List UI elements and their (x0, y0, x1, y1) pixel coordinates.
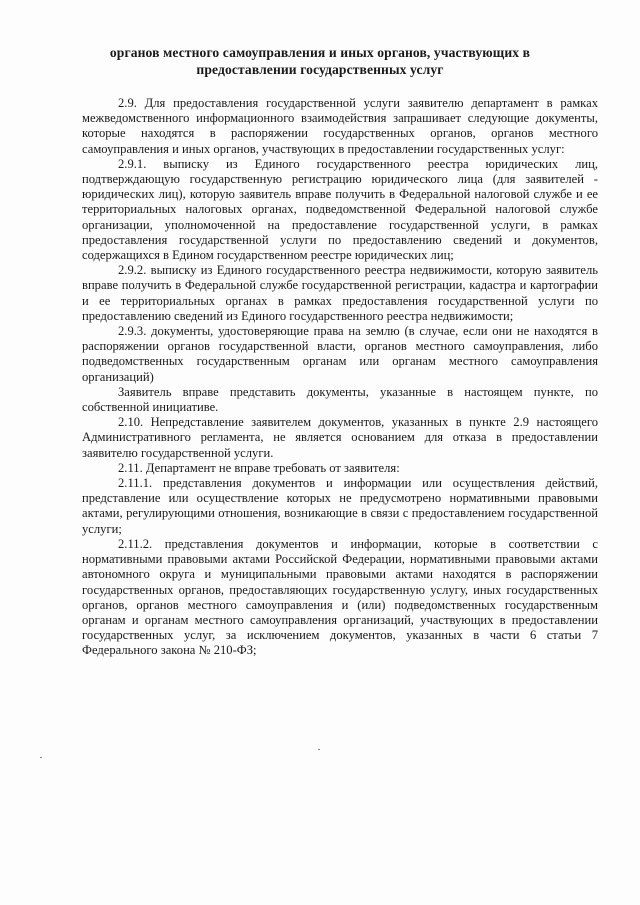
document-body (82, 96, 598, 659)
paragraph-2-11-1: 2.11.1. представления документов и информации или осуществления действий, представление или осуществление которых не предусмотрено нормативными правовыми актами, регулирующими отношения, возникающие в связи с предоставлением государственной услуги; (82, 476, 598, 536)
scan-speck (40, 757, 42, 758)
paragraph-2-11: 2.11. Департамент не вправе требовать от заявителя: (118, 460, 400, 475)
heading-line-1: органов местного самоуправления и иных органов, участвующих в (109, 45, 531, 60)
paragraph-2-9: 2.9. Для предоставления государственной услуги заявителю департамент в рамках межведомственного информационного взаимодействия запрашивает следующие документы, которые находятся в распоряжении государственных органов, органов местного самоуправления и иных органов, участвующих в предоставлении государственных услуг: (82, 96, 598, 156)
scan-speck (318, 749, 320, 750)
heading-line-2: предоставлении государственных услуг (196, 62, 444, 77)
paragraph-2-10: 2.10. Непредставление заявителем документов, указанных в пункте 2.9 настоящего Административного регламента, не является основанием для отказа в предоставлении заявителю государственной услуги. (82, 415, 598, 460)
paragraph-own-initiative: Заявитель вправе представить документы, указанные в настоящем пункте, по собственной инициативе. (82, 384, 598, 415)
section-heading (60, 44, 580, 78)
paragraph-2-9-3: 2.9.3. документы, удостоверяющие права на землю (в случае, если они не находятся в распоряжении органов государственной власти, органов местного самоуправления, либо подведомственных государственным органам или органам местного самоуправления организаций) (82, 324, 598, 384)
paragraph-2-9-1: 2.9.1. выписку из Единого государственного реестра юридических лиц, подтверждающую государственную регистрацию юридического лица (для заявителей - юридических лиц), которую заявитель вправе получить в Федеральной налоговой службе и ее территориальных налоговых органах, подведомственной Федеральной налоговой службе организации, уполномоченной на предоставление государственной услуги, в рамках предоставления государственной услуги по предоставлению сведений и документов, содержащихся в Едином государственном реестре юридических лиц; (82, 156, 598, 263)
paragraph-2-9-2: 2.9.2. выписку из Единого государственного реестра недвижимости, которую заявитель вправе получить в Федеральной службе государственной регистрации, кадастра и картографии и ее территориальных органах в рамках предоставления государственной услуги по предоставлению сведений из Единого государственного реестра недвижимости; (82, 263, 598, 323)
paragraph-2-11-2: 2.11.2. представления документов и информации, которые в соответствии с нормативными правовыми актами Российской Федерации, нормативными правовыми актами автономного округа и муниципальными правовыми актами находятся в распоряжении государственных органов, предоставляющих государственную услугу, иных государственных органов, органов местного самоуправления и (или) подведомственных государственным органам и органам местного самоуправления организаций, участвующих в предоставлении государственных услуг, за исключением документов, указанных в части 6 статьи 7 Федерального закона № 210-ФЗ; (82, 536, 598, 658)
